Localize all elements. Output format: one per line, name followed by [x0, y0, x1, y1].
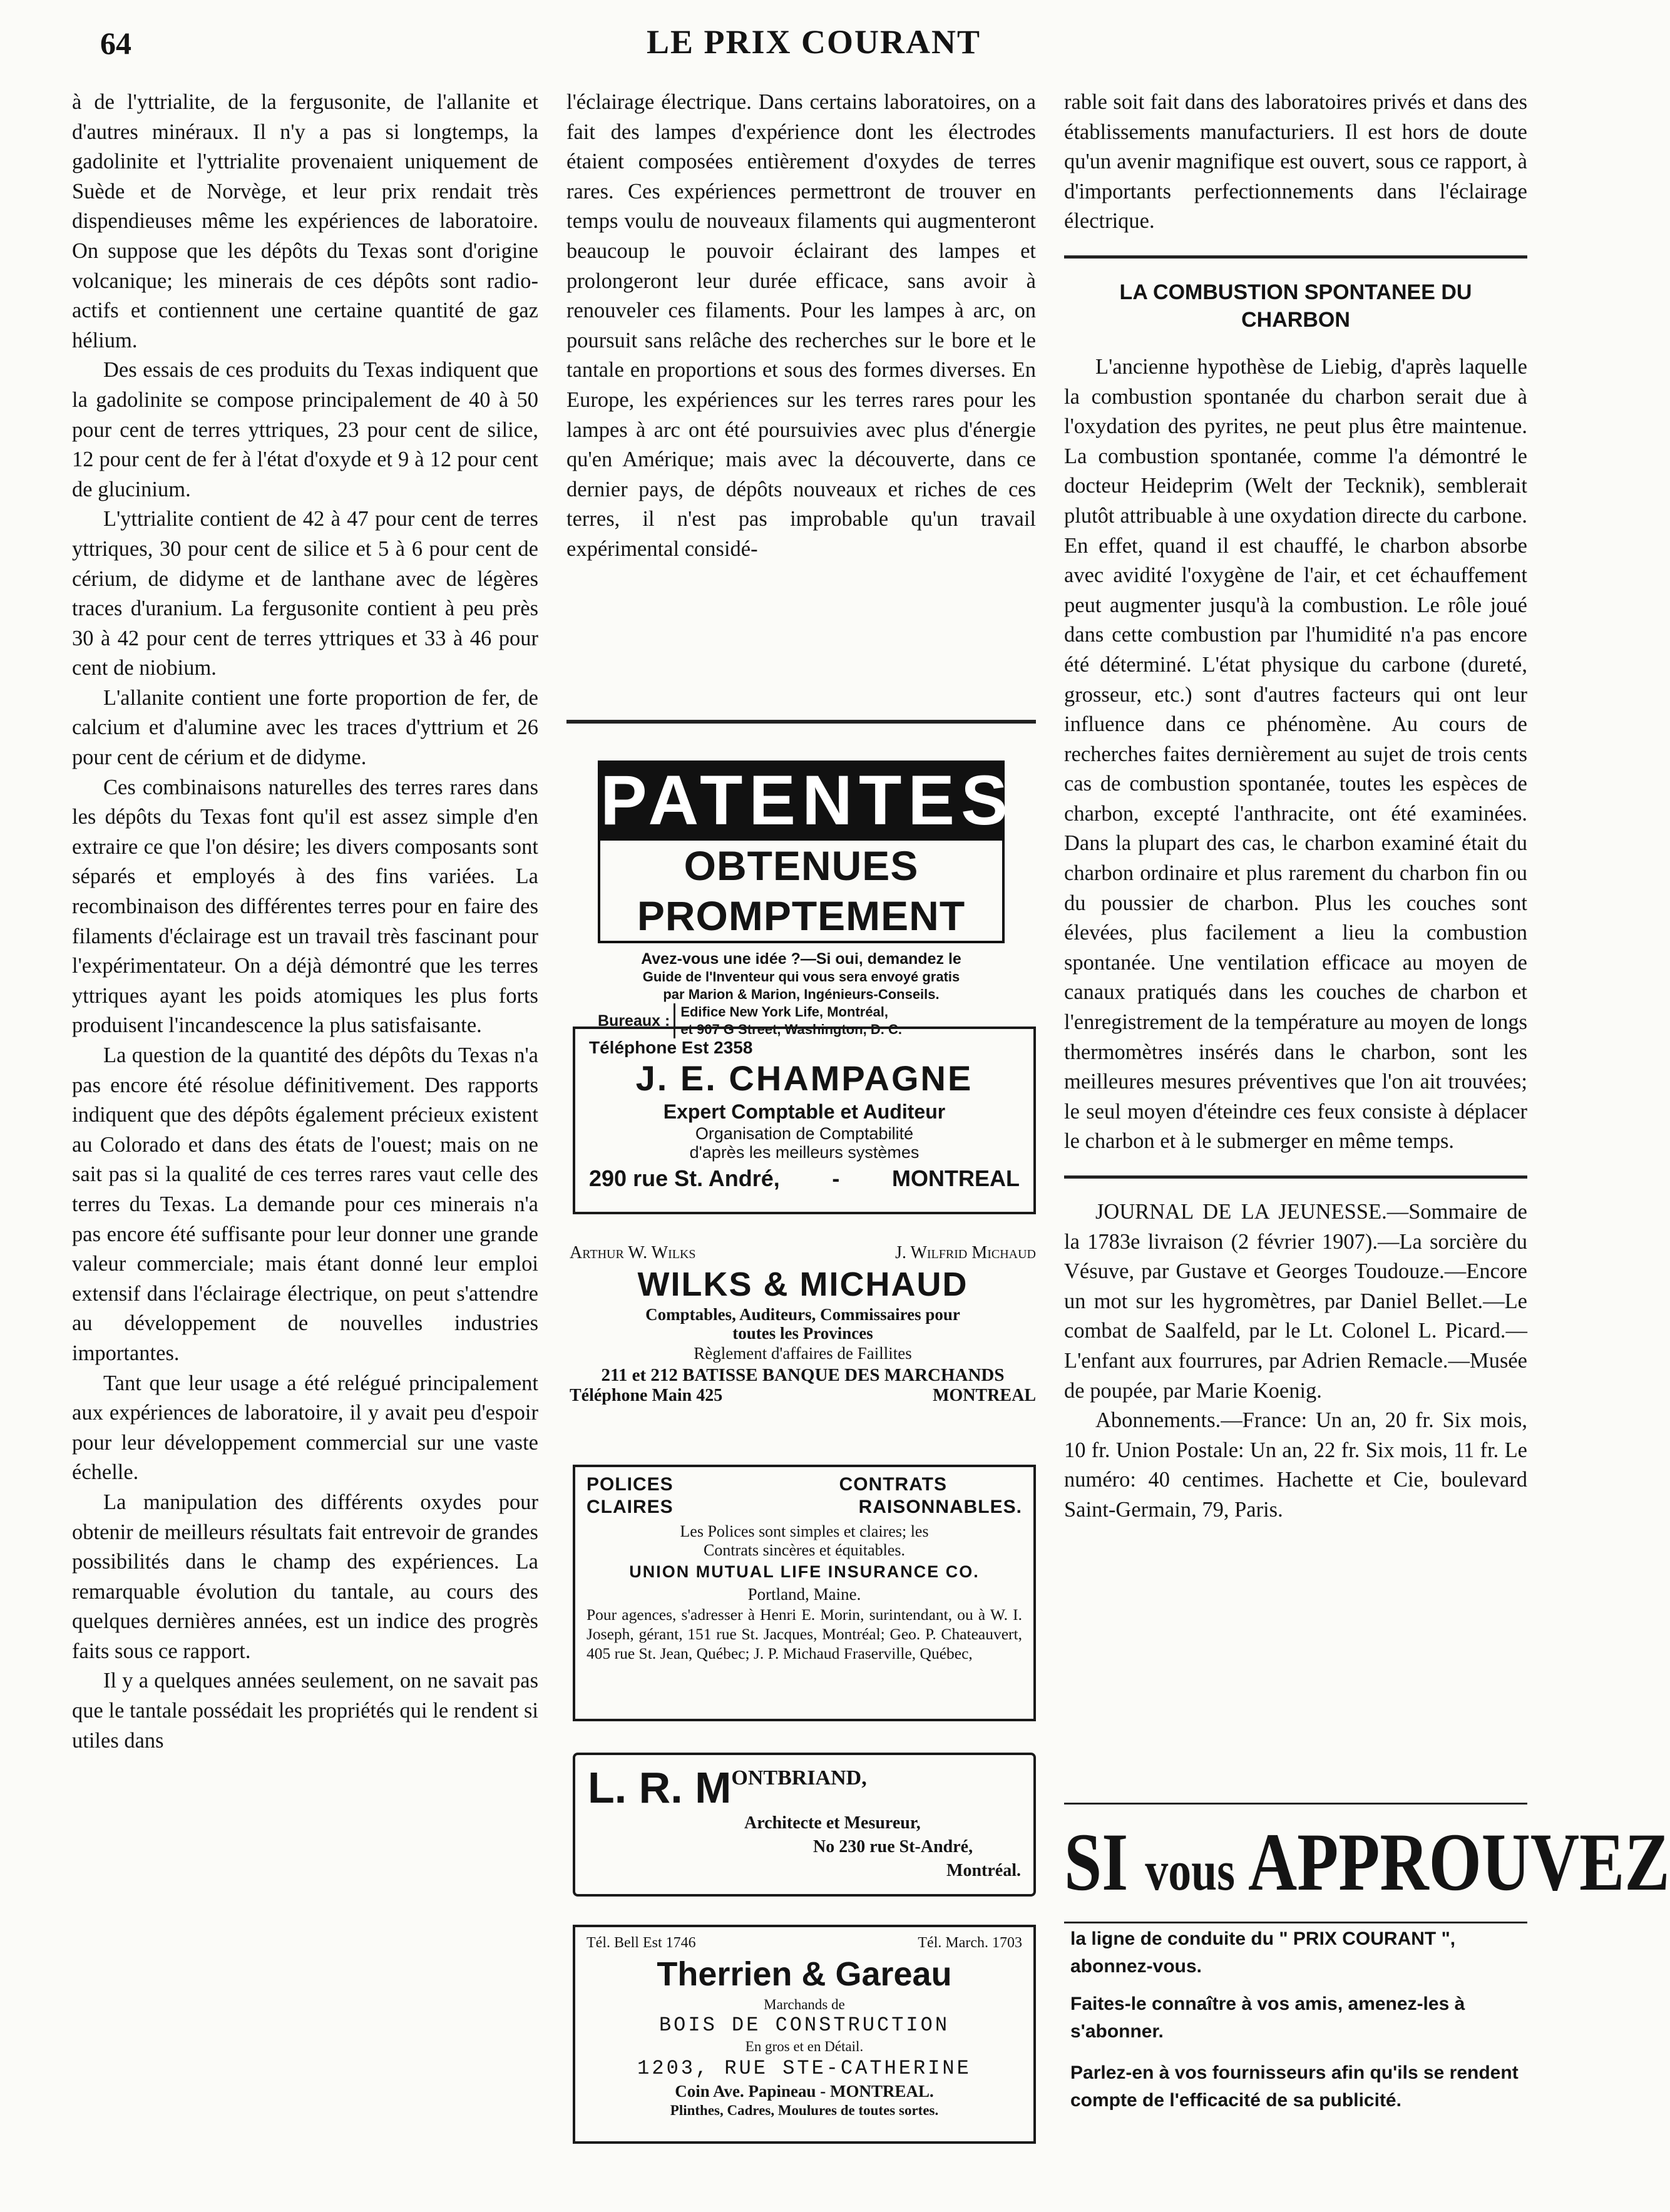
ad-therrien-line: En gros et en Détail.: [745, 2039, 864, 2054]
paragraph: Abonnements.—France: Un an, 20 fr. Six mois, 10 fr. Union Postale: Un an, 22 fr. Six mois, 11 fr. Le numéro: 40 centimes. Hachette et Cie, boulevard Saint-Germain, 79, Paris.: [1064, 1408, 1527, 1522]
ad-therrien-products: Plinthes, Cadres, Moulures de toutes sortes.: [670, 2102, 939, 2118]
ad-union-mutual: [573, 1465, 1036, 1721]
column-2: [566, 88, 1036, 565]
ad-wilks-line: Comptables, Auditeurs, Commissaires pour: [645, 1305, 960, 1324]
promo-line: Parlez-en à vos fournisseurs afin qu'ils se rendent compte de l'efficacité de sa publicité.: [1070, 2062, 1519, 2111]
ad-montbriand-address: No 230 rue St-André,: [813, 1837, 973, 1856]
page-number: 64: [100, 26, 131, 61]
ad-wilks-telephone: Téléphone Main 425: [570, 1386, 723, 1405]
ad-patentes-line: par Marion & Marion, Ingénieurs-Conseils.: [663, 986, 940, 1002]
ad-champagne-title: Expert Comptable et Auditeur: [663, 1100, 946, 1123]
ad-union-label: POLICES: [587, 1474, 674, 1495]
ad-patentes-line: Avez-vous une idée ?—Si oui, demandez le: [641, 950, 961, 968]
bureaux-label: Bureaux :: [598, 1012, 670, 1030]
divider: [566, 720, 1036, 724]
promo-headline-word: vous: [1145, 1840, 1235, 1902]
ad-patentes: [598, 760, 1014, 1038]
ad-champagne-line: Organisation de Comptabilité: [695, 1124, 914, 1143]
ad-montbriand-profession: Architecte et Mesureur,: [744, 1813, 921, 1833]
section-heading: LA COMBUSTION SPONTANEE DU CHARBON: [1119, 280, 1472, 332]
paragraph: L'allanite contient une forte proportion de fer, de calcium et d'alumine avec les traces d'yttrium et 26 pour cent de cérium et de didyme.: [72, 685, 538, 770]
ad-champagne-dash: -: [832, 1165, 840, 1191]
promo-line: la ligne de conduite du " PRIX COURANT ", abonnez-vous.: [1070, 1928, 1456, 1977]
ad-union-label: CLAIRES: [587, 1497, 674, 1517]
ad-therrien-line: BOIS DE CONSTRUCTION: [658, 2014, 950, 2037]
ad-therrien-firm: Therrien & Gareau: [657, 1955, 952, 1993]
ad-montbriand: [573, 1753, 1036, 1897]
ad-champagne-address-row: [589, 1164, 1020, 1193]
office-address: et 907 G Street, Washington, D. C.: [680, 1022, 902, 1037]
ad-wilks-partners: [570, 1242, 1036, 1264]
paragraph: à de l'yttrialite, de la fergusonite, de l'allanite et d'autres minéraux. Il n'y a pas si longtemps, la gadolinite et l'yttrialite provenaient uniquement de Suède et de Norvège, et leur prix rendait très dispendieuses même les expériences de laboratoire. On suppose que les dépôts du Texas sont d'origine volcanique; les minerais de ces dépôts sont radio-actifs et contiennent une certaine quantité de gaz hélium.: [72, 90, 538, 352]
column-3: [1064, 88, 1527, 1525]
paragraph: rable soit fait dans des laboratoires privés et dans des établissements manufacturiers. Il est hors de doute qu'un avenir magnifique est ouvert, sous ce rapport, à d'importants perfectionnements dans l'éclairage électrique.: [1064, 90, 1527, 233]
ad-montbriand-name: [588, 1764, 1021, 1811]
paragraph: Ces combinaisons naturelles des terres rares dans les dépôts du Texas font qu'il est assez simple d'en extraire ce que l'on désire; les divers composants sont séparés et employés à des fins variées. La recombinaison des différentes terres pour en faire des filaments d'éclairage est un travail très fascinant pour l'expérimentateur. On a déjà démontré que les terres yttriques ayant les poids atomiques les plus forts produisent l'incandescence la plus satisfaisante.: [72, 775, 538, 1038]
ad-therrien-line: Marchands de: [764, 1997, 845, 2012]
paragraph: La manipulation des différents oxydes pour obtenir de meilleurs résultats fait entrevoir de grandes possibilités dans le champ des expériences. La remarquable évolution du tantale, au cours des quelques dernières années, est un indice des progrès faits sous ce rapport.: [72, 1490, 538, 1663]
promo-headline: [1064, 1815, 1670, 1918]
ad-champagne: [573, 1027, 1036, 1214]
ad-union-line: Contrats sincères et équitables.: [703, 1541, 906, 1559]
ad-wilks-contact-row: [570, 1386, 1036, 1405]
paragraph: Des essais de ces produits du Texas indiquent que la gadolinite se compose principalement de 40 à 50 pour cent de terres yttriques, 23 pour cent de silice, 12 pour cent de fer à l'état d'oxyde et 9 à 12 pour cent de glucinium.: [72, 358, 538, 501]
paragraph: Tant que leur usage a été relégué principalement aux expériences de laboratoire, il y avait peu d'espoir pour leur développement commercial sur une vaste échelle.: [72, 1371, 538, 1485]
ad-union-company: UNION MUTUAL LIFE INSURANCE CO.: [629, 1562, 980, 1581]
promo-line: Faites-le connaître à vos amis, amenez-les à s'abonner.: [1070, 1994, 1465, 2042]
journal-title: LE PRIX COURANT: [646, 23, 981, 61]
ad-champagne-line: d'après les meilleurs systèmes: [689, 1143, 920, 1162]
divider: [1064, 1803, 1527, 1805]
ad-therrien-address: 1203, RUE STE-CATHERINE: [637, 2057, 971, 2080]
promo-headline-word: SI: [1064, 1816, 1129, 1908]
ad-therrien-phones: [587, 1933, 1022, 1952]
ad-champagne-city: MONTREAL: [892, 1165, 1020, 1191]
ad-union-label: RAISONNABLES.: [858, 1497, 1022, 1517]
ad-wilks-line: Règlement d'affaires de Faillites: [694, 1344, 912, 1363]
ad-union-header-row: [587, 1496, 1022, 1518]
ad-patentes-subtitle: OBTENUES PROMPTEMENT: [598, 841, 1005, 943]
office-address: Edifice New York Life, Montréal,: [680, 1004, 889, 1020]
ad-union-city: Portland, Maine.: [747, 1585, 861, 1604]
paragraph: L'ancienne hypothèse de Liebig, d'après laquelle la combustion spontanée du charbon serait due à l'oxydation des pyrites, ne peut plus être maintenue. La combustion spontanée, comme l'a démontré le docteur Heideprim (Welt der Tecknik), semblerait plutôt attribuable à une oxydation directe du carbone. En effet, quand il est chauffé, le charbon absorbe avec avidité l'oxygène de l'air, et cet échauffement peut augmenter jusqu'à la combustion. Le rôle joué dans cette combustion par l'humidité n'a pas encore été déterminé. L'état physique du carbone (dureté, grosseur, etc.) sont d'autres facteurs qui ont leur influence dans ce phénomène. Au cours de recherches faites dernièrement au sujet de trois cents cas de combustion spontanée, toutes les espèces de charbon, excepté l'anthracite, ont été examinées. Dans la plupart des cas, le charbon examiné était du charbon ordinaire et plus rarement du charbon fin ou du poussier de charbon. Plus les couches sont élevées, plus facilement a lieu la combustion spontanée. Une ventilation efficace au moyen de canaux pratiqués dans les couches de charbon et l'enregistrement de la température au moyen de longs thermomètres insérés dans le charbon, sont les meilleures mesures préventives que l'on ait trouvées; le seul moyen d'éteindre ces feux consiste à déplacer le charbon et à le submerger en même temps.: [1064, 354, 1527, 1154]
ad-champagne-telephone: Téléphone Est 2358: [589, 1038, 753, 1057]
ad-therrien-phone: Tél. Bell Est 1746: [587, 1935, 696, 1951]
divider: [1064, 1175, 1527, 1179]
ad-champagne-name: J. E. CHAMPAGNE: [635, 1058, 973, 1098]
divider: [1064, 255, 1527, 259]
paragraph: L'yttrialite contient de 42 à 47 pour cent de terres yttriques, 30 pour cent de silice et 5 à 6 pour cent de cérium, de didyme et de lanthane avec de légères traces d'uranium. La fergusonite contient à peu près 30 à 42 pour cent de terres yttriques et 33 à 46 pour cent de niobium.: [72, 507, 538, 680]
paragraph: Il y a quelques années seulement, on ne savait pas que le tantale possédait les propriétés qui le rendent si utiles dans: [72, 1669, 538, 1753]
promo-headline-word: APPROUVEZ: [1248, 1816, 1670, 1908]
ad-wilks-firm: WILKS & MICHAUD: [637, 1266, 968, 1303]
ad-patentes-line: Guide de l'Inventeur qui vous sera envoyé gratis: [642, 969, 960, 985]
ad-champagne-address: 290 rue St. André,: [589, 1165, 780, 1191]
ad-therrien-phone: Tél. March. 1703: [918, 1935, 1022, 1951]
ad-union-header-row: [587, 1473, 1022, 1496]
ad-patentes-title: PATENTES: [598, 760, 1005, 841]
paragraph: l'éclairage électrique. Dans certains laboratoires, on a fait des lampes d'expérience dont les électrodes étaient composées entièrement d'oxydes de terres rares. Ces expériences permettront de trouver en temps voulu de nouveaux filaments qui augmenteront beaucoup le pouvoir éclairant des lampes et prolongeront leur durée efficace, sans avoir à renouveler ces filaments. Pour les lampes à arc, on poursuit sans relâche des recherches sur le bore et le tantale en proportions et sous des formes diverses. En Europe, les expériences sur les terres rares pour les lampes à arc ont été poursuivies avec plus d'énergie qu'en Amérique; mais avec la découverte, dans ce dernier pays, de dépôts nouveaux et riches de ces terres, il n'est pas improbable qu'un travail expérimental considé-: [566, 90, 1036, 561]
ad-montbriand-city: Montréal.: [946, 1861, 1021, 1880]
ad-montbriand-initials: L. R. M: [588, 1763, 732, 1812]
column-1: [72, 88, 538, 1756]
ad-wilks-partner: J. Wilfrid Michaud: [895, 1243, 1036, 1262]
ad-wilks-city: MONTREAL: [933, 1386, 1036, 1405]
ad-therrien-gareau: [573, 1925, 1036, 2144]
ad-union-line: Les Polices sont simples et claires; les: [680, 1522, 929, 1540]
ad-union-agents: Pour agences, s'adresser à Henri E. Morin, surintendant, ou à W. I. Joseph, gérant, 151 rue St. Jacques, Montréal; Geo. P. Chateauvert, 405 rue St. Jean, Québec; J. P. Michaud Fraserville, Québec,: [587, 1605, 1022, 1662]
ad-union-label: CONTRATS: [839, 1474, 947, 1495]
ad-wilks-partner: Arthur W. Wilks: [570, 1243, 696, 1262]
ad-wilks-line: toutes les Provinces: [732, 1324, 873, 1343]
ad-wilks-michaud: [570, 1242, 1036, 1405]
paragraph: La question de la quantité des dépôts du Texas n'a pas encore été résolue définitivement. Des rapports indiquent que des dépôts également précieux existent au Colorado et dans des états de l'ouest; mais on ne sait pas si la qualité de ces terres rares vaut celle des terres du Texas. La demande pour ces minerais n'a pas encore été suffisante pour leur donner une grande valeur commerciale; mais étant donné leur emploi extensif dans l'éclairage électrique, on peut s'attendre au développement de nouvelles industries importantes.: [72, 1043, 538, 1365]
ad-montbriand-surname: ONTBRIAND,: [731, 1766, 867, 1790]
divider: [1064, 1922, 1527, 1923]
ad-wilks-address: 211 et 212 BATISSE BANQUE DES MARCHANDS: [601, 1365, 1005, 1385]
paragraph: JOURNAL DE LA JEUNESSE.—Sommaire de la 1783e livraison (2 février 1907).—La sorcière du Vésuve, par Gustave et Georges Toudouze.—Encore un mot sur les hygromètres, par Daniel Bellet.—Le combat de Saalfeld, par le Lt. Colonel L. Picard.—L'enfant aux fourrures, par Adrien Remacle.—Musée de poupée, par Marie Koenig.: [1064, 1200, 1527, 1403]
ad-therrien-corner: Coin Ave. Papineau - MONTREAL.: [675, 2082, 934, 2101]
